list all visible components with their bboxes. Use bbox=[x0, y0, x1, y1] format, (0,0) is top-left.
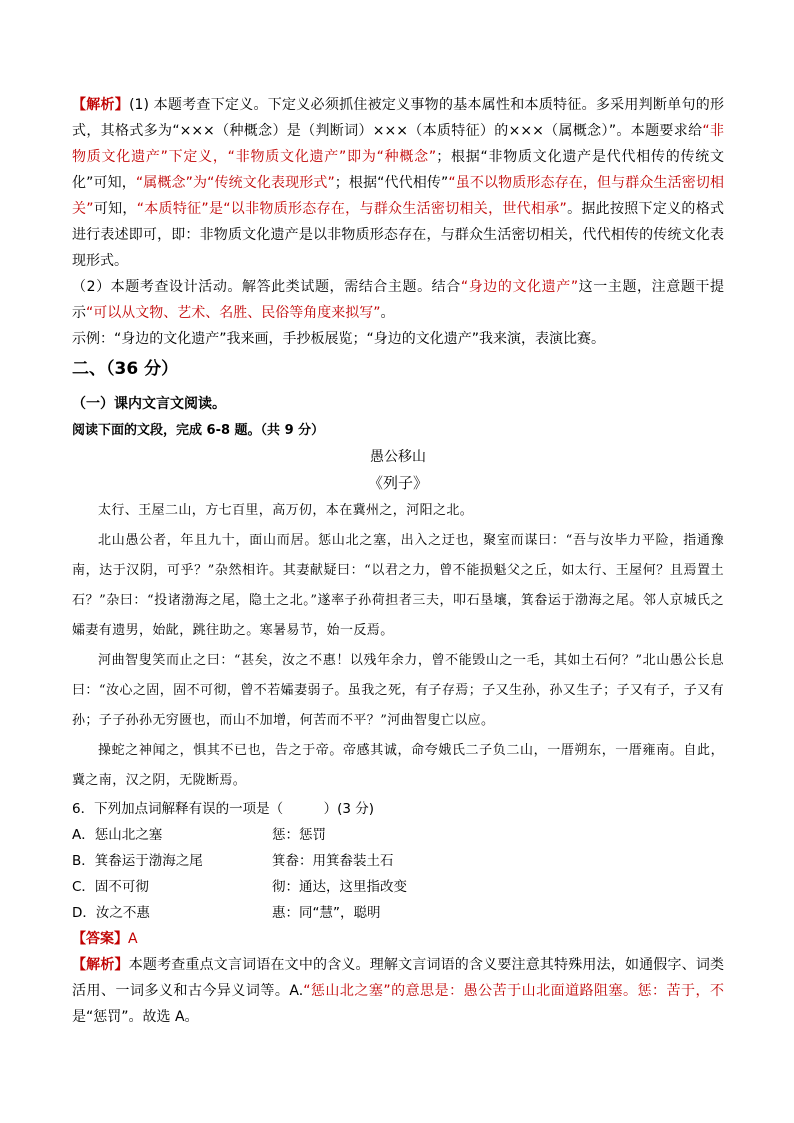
analysis-tag: 【解析】 bbox=[72, 97, 130, 113]
passage-source: 《列子》 bbox=[367, 474, 428, 492]
option-d bbox=[72, 900, 724, 926]
option-b-explanation: 箕畚：用箕畚装土石 bbox=[272, 853, 394, 869]
passage-paragraph: 太行、王屋二山，方七百里，高万仞，本在冀州之，河阳之北。 bbox=[98, 503, 474, 518]
section-heading: 二、（36 分） bbox=[72, 359, 179, 379]
example-line: 示例：“身边的文化遗产”我来画，手抄板展览；“身边的文化遗产”我来演，表演比赛。 bbox=[72, 331, 606, 347]
option-d-text: D．汝之不惠 bbox=[72, 905, 150, 921]
passage-paragraph: 河曲智叟笑而止之曰：“甚矣，汝之不惠！以残年余力，曾不能毁山之一毛，其如土石何？”北山愚公长息曰：“汝心之固，固不可彻，曾不若孀妻弱子。虽我之死，有子存焉；子又生孙，孙又生子；子又有子，子又有孙；子子孙孙无穷匮也，而山不加增，何苦而不平？”河曲智叟亡以应。 bbox=[72, 653, 724, 728]
option-c-explanation: 彻：通达，这里指改变 bbox=[272, 879, 407, 895]
passage-paragraph: 操蛇之神闻之，惧其不已也，告之于帝。帝感其诚，命夸娥氏二子负二山，一厝朔东，一厝雍南。自此，冀之南，汉之阴，无陇断焉。 bbox=[72, 743, 724, 788]
passage-title: 愚公移山 bbox=[370, 449, 426, 465]
analysis-paragraph-1: 【解析】(1) 本题考查下定义。下定义必须抓住被定义事物的基本属性和本质特征。多采用判断单句的形式，其格式多为“×××（种概念）是（判断词）×××（本质特征）的×××（属概念）”。本题要求给“非物质文化遗产”下定义，“非物质文化遗产”即为“种概念”；根据“非物质文化遗产是代代相传的传统文化”可知，“属概念”为“传统文化表现形式”；根据“代代相传”“虽不以物质形态存在，但与群众生活密切相关”可知，“本质特征”是“以非物质形态存在，与群众生活密切相关，世代相承”。据此按照下定义的格式进行表述即可，即：非物质文化遗产是以非物质形态存在，与群众生活密切相关，代代相传的传统文化表现形式。 bbox=[72, 97, 725, 269]
reading-instruction: 阅读下面的文段，完成 6-8 题。（共 9 分） bbox=[72, 423, 325, 438]
option-a-text: A．惩山北之塞 bbox=[72, 827, 163, 843]
option-c bbox=[72, 874, 724, 900]
answer-value: A bbox=[128, 931, 138, 947]
option-a bbox=[72, 822, 724, 848]
answer-analysis: 【解析】本题考查重点文言词语在文中的含义。理解文言词语的含义要注意其特殊用法，如通假字、词类活用、一词多义和古今异义词等。A.“惩山北之塞”的意思是：愚公苦于山北面道路阻塞。惩：苦于，不是“惩罚”。故选 A。 bbox=[72, 957, 725, 1025]
passage-paragraph: 北山愚公者，年且九十，面山而居。惩山北之塞，出入之迂也，聚室而谋曰：“吾与汝毕力平险，指通豫南，达于汉阴，可乎？”杂然相许。其妻献疑曰：“以君之力，曾不能损魁父之丘，如太行、王屋何？且焉置土石？”杂曰：“投诸渤海之尾，隐土之北。”遂率子孙荷担者三夫，叩石垦壤，箕畚运于渤海之尾。邻人京城氏之孀妻有遗男，始龀，跳往助之。寒暑易节，始一反焉。 bbox=[72, 533, 724, 638]
option-b bbox=[72, 848, 724, 874]
document-page bbox=[72, 92, 724, 1030]
subsection-heading: （一）课内文言文阅读。 bbox=[72, 396, 226, 412]
option-d-explanation: 惠：同“慧”，聪明 bbox=[272, 905, 381, 921]
analysis-paragraph-2: （2）本题考查设计活动。解答此类试题，需结合主题。结合“身边的文化遗产”这一主题，注意题干提示“可以从文物、艺术、名胜、民俗等角度来拟写”。 bbox=[72, 279, 724, 321]
analysis-tag: 【解析】 bbox=[72, 957, 129, 973]
option-b-text: B．箕畚运于渤海之尾 bbox=[72, 853, 203, 869]
question-stem: 6．下列加点词解释有误的一项是（ ）(3 分) bbox=[72, 801, 375, 817]
answer-tag: 【答案】 bbox=[72, 931, 128, 947]
answer-line bbox=[72, 926, 724, 952]
option-a-explanation: 惩：惩罚 bbox=[272, 827, 326, 843]
option-c-text: C．固不可彻 bbox=[72, 879, 149, 895]
